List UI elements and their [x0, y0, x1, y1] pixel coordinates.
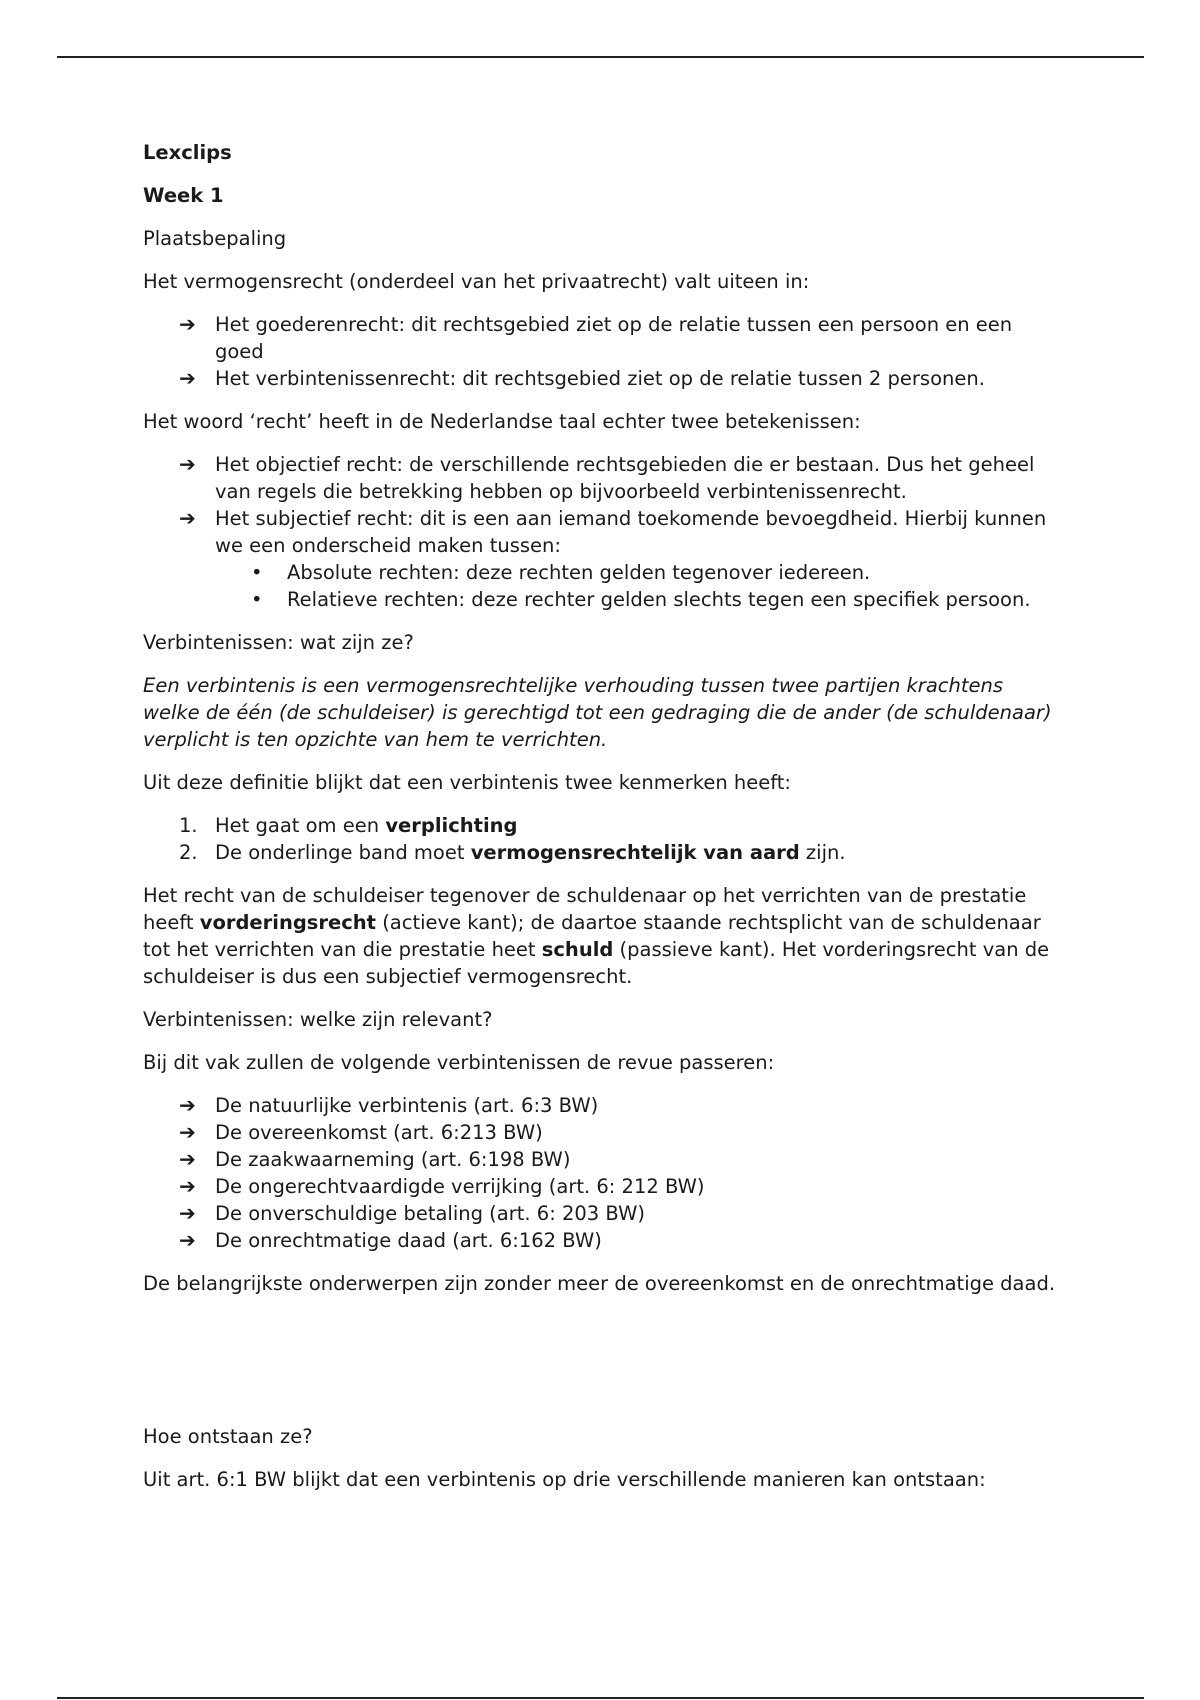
arrow-right-icon: ➔ — [179, 1228, 196, 1252]
vermogensrecht-list — [143, 311, 1063, 392]
header-rule — [57, 56, 1144, 58]
list-item: • Relatieve rechten: deze rechter gelden slechts tegen een specifiek persoon. — [251, 588, 1031, 611]
definitie-paragraph: Een verbintenis is een vermogensrechtelijke verhouding tussen twee partijen krachtens welke de één (de schuldeiser) is gerechtigd tot een gedraging die de ander (de schuldenaar) verplicht is ten opzichte van hem te verrichten. — [143, 674, 1052, 751]
list-item: ➔ De ongerechtvaardigde verrijking (art. 6: 212 BW) — [179, 1174, 705, 1198]
list-item: ➔ De onverschuldige betaling (art. 6: 203 BW) — [179, 1201, 645, 1225]
week-heading: Week 1 — [143, 184, 224, 207]
revue-intro: Bij dit vak zullen de volgende verbintenissen de revue passeren: — [143, 1051, 775, 1074]
kenmerken-list — [143, 812, 1063, 866]
list-item: • Absolute rechten: deze rechten gelden tegenover iedereen. — [251, 561, 871, 584]
list-item: ➔ De onrechtmatige daad (art. 6:162 BW) — [179, 1228, 602, 1252]
arrow-right-icon: ➔ — [179, 312, 196, 336]
list-item: ➔ De zaakwaarneming (art. 6:198 BW) — [179, 1147, 571, 1171]
document-body — [143, 139, 1063, 1509]
bullet-icon: • — [251, 561, 263, 584]
heading-hoe-ontstaan: Hoe ontstaan ze? — [143, 1425, 313, 1448]
vordering-paragraph: Het recht van de schuldeiser tegenover de schuldenaar op het verrichten van de prestatie heeft vorderingsrecht (actieve kant); de daartoe staande rechtsplicht van de schuldenaar tot het verrichten van die prestatie heet schuld (passieve kant). Het vorderingsrecht van de schuldeiser is dus een subjectief vermogensrecht. — [143, 884, 1050, 988]
heading-wat-zijn-ze: Verbintenissen: wat zijn ze? — [143, 631, 414, 654]
document-title: Lexclips — [143, 141, 232, 164]
recht-list — [143, 451, 1063, 613]
arrow-right-icon: ➔ — [179, 1201, 196, 1225]
intro-vermogensrecht: Het vermogensrecht (onderdeel van het privaatrecht) valt uiteen in: — [143, 270, 810, 293]
arrow-right-icon: ➔ — [179, 452, 196, 476]
list-item: ➔ De natuurlijke verbintenis (art. 6:3 BW) — [179, 1093, 599, 1117]
woord-recht-intro: Het woord ‘recht’ heeft in de Nederlandse taal echter twee betekenissen: — [143, 410, 861, 433]
subjectief-list — [215, 559, 1063, 613]
arrow-right-icon: ➔ — [179, 366, 196, 390]
section-heading-plaatsbepaling: Plaatsbepaling — [143, 227, 287, 250]
page-spacer — [143, 1313, 1063, 1423]
belangrijkste-paragraph: De belangrijkste onderwerpen zijn zonder meer de overeenkomst en de onrechtmatige daad. — [143, 1272, 1056, 1295]
footer-rule — [57, 1697, 1144, 1699]
revue-list — [143, 1092, 1063, 1254]
list-item: ➔ Het subjectief recht: dit is een aan iemand toekomende bevoegdheid. Hierbij kunnen we een onderscheid maken tussen: • Absolute rechten: deze rechten gelden tegenover iedereen. • Relatieve rechten: deze rechter gelden slechts tegen een specifiek persoon. — [215, 505, 1063, 613]
list-item: ➔ De overeenkomst (art. 6:213 BW) — [179, 1120, 543, 1144]
arrow-right-icon: ➔ — [179, 1174, 196, 1198]
kenmerken-intro: Uit deze definitie blijkt dat een verbintenis twee kenmerken heeft: — [143, 771, 792, 794]
ontstaan-intro: Uit art. 6:1 BW blijkt dat een verbintenis op drie verschillende manieren kan ontstaan: — [143, 1468, 986, 1491]
arrow-right-icon: ➔ — [179, 1147, 196, 1171]
bullet-icon: • — [251, 588, 263, 611]
list-item: ➔ Het verbintenissenrecht: dit rechtsgebied ziet op de relatie tussen 2 personen. — [179, 366, 985, 390]
arrow-right-icon: ➔ — [179, 1120, 196, 1144]
arrow-right-icon: ➔ — [179, 506, 196, 530]
list-item: ➔ Het objectief recht: de verschillende rechtsgebieden die er bestaan. Dus het geheel van regels die betrekking hebben op bijvoorbeeld verbintenissenrecht. — [179, 452, 1035, 503]
list-item: ➔ Het goederenrecht: dit rechtsgebied ziet op de relatie tussen een persoon en een goed — [179, 312, 1013, 363]
list-item: 1. Het gaat om een verplichting — [179, 814, 518, 837]
arrow-right-icon: ➔ — [179, 1093, 196, 1117]
heading-welke-relevant: Verbintenissen: welke zijn relevant? — [143, 1008, 493, 1031]
list-item: 2. De onderlinge band moet vermogensrechtelijk van aard zijn. — [179, 841, 846, 864]
